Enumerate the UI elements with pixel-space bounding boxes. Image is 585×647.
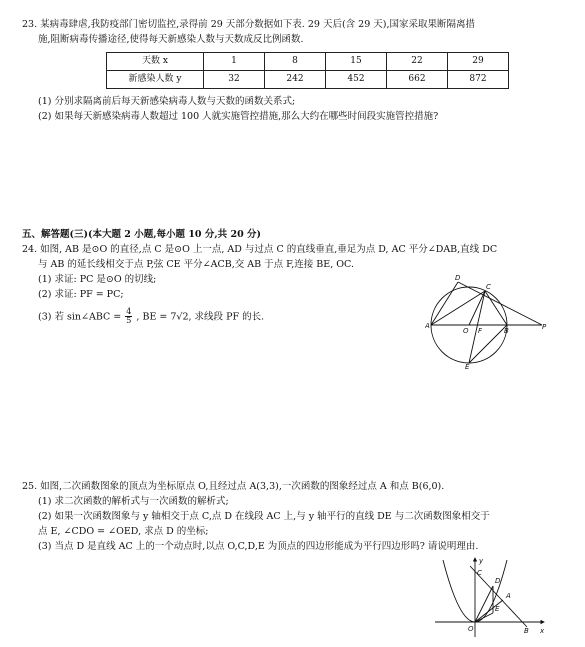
- label-b: B: [504, 327, 509, 335]
- line-dp: [458, 282, 542, 325]
- q23-sub2: (2) 如果每天新感染病毒人数超过 100 人就实施管控措施,那么大约在哪些时间段实施管控措施?: [38, 111, 439, 122]
- fraction-numerator: 4: [126, 307, 132, 316]
- fraction-denominator: 5: [126, 316, 132, 326]
- label-a: A: [425, 322, 430, 330]
- label-f: F: [478, 327, 483, 335]
- label-p: P: [542, 323, 547, 331]
- table-cell: 32: [204, 71, 265, 89]
- q25-line4: 点 E, ∠CDO = ∠OED, 求点 D 的坐标;: [38, 526, 209, 537]
- label-c: C: [477, 569, 482, 577]
- table-cell: 452: [326, 71, 387, 89]
- q23-line2: 施,阻断病毒传播途径,使得每天新感染人数与天数成反比例函数.: [38, 34, 304, 45]
- table-cell: 22: [387, 53, 448, 71]
- table-cell: 29: [448, 53, 509, 71]
- label-o: O: [463, 327, 469, 335]
- q25-line5: (3) 当点 D 是直线 AC 上的一个动点时,以点 O,C,D,E 为顶点的四边形能成为平行四边形吗? 请说明理由.: [38, 541, 479, 552]
- q24-sub2: (2) 求证: PF = PC;: [38, 289, 124, 300]
- line-cb: [485, 291, 507, 325]
- label-o: O: [468, 625, 474, 633]
- q23-data-table: [106, 52, 509, 89]
- q24-geometry-figure: [425, 270, 550, 370]
- table-row: [107, 71, 509, 89]
- label-y: y: [479, 557, 484, 565]
- table-cell: 1: [204, 53, 265, 71]
- q25-line1: 25. 如图,二次函数图象的顶点为坐标原点 O,且经过点 A(3,3),一次函数的图象经过点 A 和点 B(6,0).: [22, 481, 445, 492]
- table-cell: 242: [265, 71, 326, 89]
- table-cell: 15: [326, 53, 387, 71]
- q23-line1: 23. 某病毒肆虐,我防疫部门密切监控,录得前 29 天部分数据如下表. 29 天后(含 29 天),国家采取果断隔离措: [22, 19, 476, 30]
- label-d: D: [495, 577, 501, 585]
- q24-sub1: (1) 求证: PC 是⊙O 的切线;: [38, 274, 157, 285]
- table-cell: 872: [448, 71, 509, 89]
- q25-line3: (2) 如果一次函数图象与 y 轴相交于点 C,点 D 在线段 AC 上,与 y 轴平行的直线 DE 与二次函数图象相交于: [38, 511, 490, 522]
- line-ad: [431, 282, 458, 325]
- table-cell: 8: [265, 53, 326, 71]
- q24-sub3-suffix: , BE = 7√2, 求线段 PF 的长.: [136, 311, 265, 323]
- label-b: B: [524, 627, 529, 635]
- fraction: [125, 308, 132, 326]
- q25-function-graph: [430, 555, 550, 640]
- label-x: x: [540, 627, 545, 635]
- q24-sub3-prefix: (3) 若 sin∠ABC =: [38, 311, 122, 323]
- section-heading: 五、解答题(三)(本大题 2 小题,每小题 10 分,共 20 分): [22, 229, 261, 240]
- label-d: D: [455, 274, 461, 282]
- q25-line2: (1) 求二次函数的解析式与一次函数的解析式;: [38, 496, 229, 507]
- table-row-label: 新感染人数 y: [107, 71, 204, 89]
- q24-line2: 与 AB 的延长线相交于点 P,弦 CE 平分∠ACB,交 AB 于点 F,连接 BE, OC.: [38, 259, 354, 270]
- label-a: A: [506, 592, 511, 600]
- q24-sub3: [38, 308, 264, 326]
- q24-line1: 24. 如图, AB 是⊙O 的直径,点 C 是⊙O 上一点, AD 与过点 C 的直线垂直,垂足为点 D, AC 平分∠DAB,直线 DC: [22, 244, 498, 255]
- table-cell: 662: [387, 71, 448, 89]
- table-header-label: 天数 x: [107, 53, 204, 71]
- line-ce: [469, 291, 485, 363]
- q23-sub1: (1) 分别求隔离前后每天新感染病毒人数与天数的函数关系式;: [38, 96, 296, 107]
- table-row: [107, 53, 509, 71]
- label-e: E: [495, 605, 500, 613]
- label-c: C: [486, 283, 491, 291]
- line-be: [469, 325, 507, 363]
- label-e: E: [465, 363, 470, 370]
